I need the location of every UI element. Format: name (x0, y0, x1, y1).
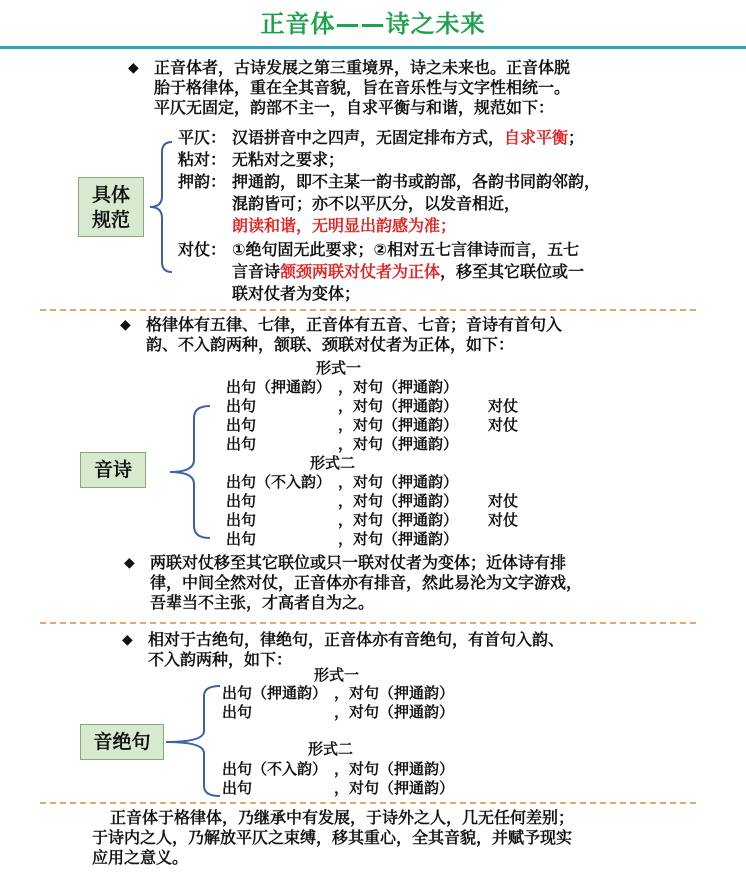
yinjueju-intro (148, 630, 668, 670)
conclusion-line: 于诗内之人，乃解放平仄之束缚，移其重心，全其音貌，并赋予现实 (92, 828, 573, 847)
yinshi-form2-row-out: 出句 (226, 492, 257, 510)
yinshi-form1-row-out: 出句（押通韵） (226, 378, 332, 396)
yayun-highlight: 朗读和谐，无明显出韵感为准； (232, 216, 457, 235)
yinjueju-form1-row-in: ，对句（押通韵） (334, 684, 455, 702)
bullet-icon: ◆ (120, 317, 131, 333)
yinshi-form2-title: 形式二 (310, 454, 356, 472)
intro-line: 平仄无固定，韵部不主一，自求平衡与和谐，规范如下： (154, 98, 555, 117)
yinjueju-form2-row-out: 出句（不入韵） (222, 760, 328, 778)
section-divider (40, 622, 696, 624)
yinshi-note-line: 吾辈当不主张，才高者自为之。 (150, 593, 375, 612)
yinshi-note-line: 两联对仗移至其它联位或只一联对仗者为变体；近体诗有排 (150, 553, 567, 572)
page-title: 正音体——诗之未来 (260, 10, 486, 38)
yayun-line: 押通韵，即不主某一韵书或韵部，各韵书同韵邻韵， (232, 172, 601, 191)
bullet-icon: ◆ (128, 60, 139, 76)
yinshi-note (150, 553, 670, 613)
intro-line: 胎于格律体，重在全其音貌，旨在音乐性与文字性相统一。 (154, 78, 571, 97)
pingze-text (232, 128, 584, 148)
yinshi-form1-title: 形式一 (316, 359, 362, 377)
yinshi-intro-line: 韵、不入韵两种，颔联、颈联对仗者为正体，如下： (146, 335, 515, 354)
duizhang-line: 联对仗者为变体； (232, 284, 361, 303)
pingze-end: ； (568, 128, 585, 147)
section-divider (40, 802, 696, 804)
yinjueju-box: 音绝句 (80, 724, 164, 760)
intro-line: 正音体者，古诗发展之第三重境界，诗之未来也。正音体脱 (154, 58, 571, 77)
yinjueju-brace (164, 684, 222, 798)
yinjueju-form1-row-in: ，对句（押通韵） (334, 703, 455, 721)
duizhang-label: 对仗： (178, 240, 227, 259)
yinjueju-intro-line: 相对于古绝句，律绝句，正音体亦有音绝句，有首句入韵、 (148, 630, 565, 649)
conclusion (92, 808, 732, 868)
conclusion-line: 正音体于格律体，乃继承中有发展，于诗外之人，几无任何差别； (110, 808, 575, 827)
yinshi-form2-row-note: 对仗 (488, 511, 519, 529)
intro-paragraph (154, 58, 674, 118)
pingze-label: 平仄： (178, 128, 227, 147)
duizhang-post: ，移至其它联位或一 (440, 262, 585, 281)
yinshi-form2-row-in: ，对句（押通韵） (338, 530, 459, 548)
yinjueju-form1-row-out: 出句 (222, 703, 253, 721)
spec-box (78, 177, 144, 237)
bullet-icon: ◆ (124, 555, 135, 571)
yinshi-form1-row-in: ，对句（押通韵） (338, 435, 459, 453)
yinjueju-form1-title: 形式一 (314, 666, 360, 684)
yinshi-form2-row-in: ，对句（押通韵） (338, 492, 459, 510)
yinshi-form1-row-note: 对仗 (488, 397, 519, 415)
yinshi-form2-row-out: 出句 (226, 511, 257, 529)
yinshi-form1-row-in: ，对句（押通韵） (338, 378, 459, 396)
conclusion-line: 应用之意义。 (92, 848, 189, 867)
yinjueju-form2-title: 形式二 (308, 740, 354, 758)
spec-box-line: 规范 (91, 209, 130, 231)
yinjueju-form2-row-in: ，对句（押通韵） (334, 760, 455, 778)
yinshi-form2-row-out: 出句（不入韵） (226, 473, 332, 491)
title-underline (0, 46, 746, 49)
yinshi-brace (166, 404, 212, 540)
duizhang-pre: 言音诗 (232, 262, 281, 281)
yinshi-form1-row-out: 出句 (226, 397, 257, 415)
duizhang-highlight: 颔颈两联对仗者为正体 (280, 262, 441, 281)
yinjueju-intro-line: 不入韵两种，如下： (148, 650, 293, 669)
yinshi-form1-row-note: 对仗 (488, 416, 519, 434)
yinjueju-form2-row-in: ，对句（押通韵） (334, 779, 455, 797)
yinjueju-form1-row-out: 出句（押通韵） (222, 684, 328, 702)
yayun-label: 押韵： (178, 172, 227, 191)
niandui-text: 无粘对之要求； (232, 150, 345, 169)
pingze-highlight: 自求平衡 (504, 128, 569, 147)
yinshi-form2-row-out: 出句 (226, 530, 257, 548)
spec-brace (144, 140, 174, 274)
yinshi-form1-row-out: 出句 (226, 435, 257, 453)
duizhang-line (232, 262, 584, 282)
yinshi-form1-row-out: 出句 (226, 416, 257, 434)
yinshi-note-line: 律，中间全然对仗，正音体亦有排音，然此易沦为文字游戏， (150, 573, 583, 592)
bullet-icon: ◆ (122, 632, 133, 648)
pingze-desc: 汉语拼音中之四声，无固定排布方式， (232, 128, 505, 147)
niandui-label: 粘对： (178, 150, 227, 169)
section-divider (40, 309, 696, 311)
spec-box-line: 具体 (91, 184, 130, 206)
yinshi-intro-line: 格律体有五律、七律，正音体有五音、七音；音诗有首句入 (146, 315, 563, 334)
yinshi-form1-row-in: ，对句（押通韵） (338, 416, 459, 434)
yinjueju-form2-row-out: 出句 (222, 779, 253, 797)
yinshi-form2-row-in: ，对句（押通韵） (338, 473, 459, 491)
yayun-line: 混韵皆可；亦不以平仄分，以发音相近， (232, 194, 521, 213)
yinshi-box: 音诗 (80, 452, 146, 488)
yinshi-intro (146, 315, 666, 355)
yinshi-form2-row-in: ，对句（押通韵） (338, 511, 459, 529)
duizhang-line: ①绝句固无此要求；②相对五七言律诗而言，五七 (232, 240, 580, 259)
yinshi-form1-row-in: ，对句（押通韵） (338, 397, 459, 415)
yinshi-form2-row-note: 对仗 (488, 492, 519, 510)
